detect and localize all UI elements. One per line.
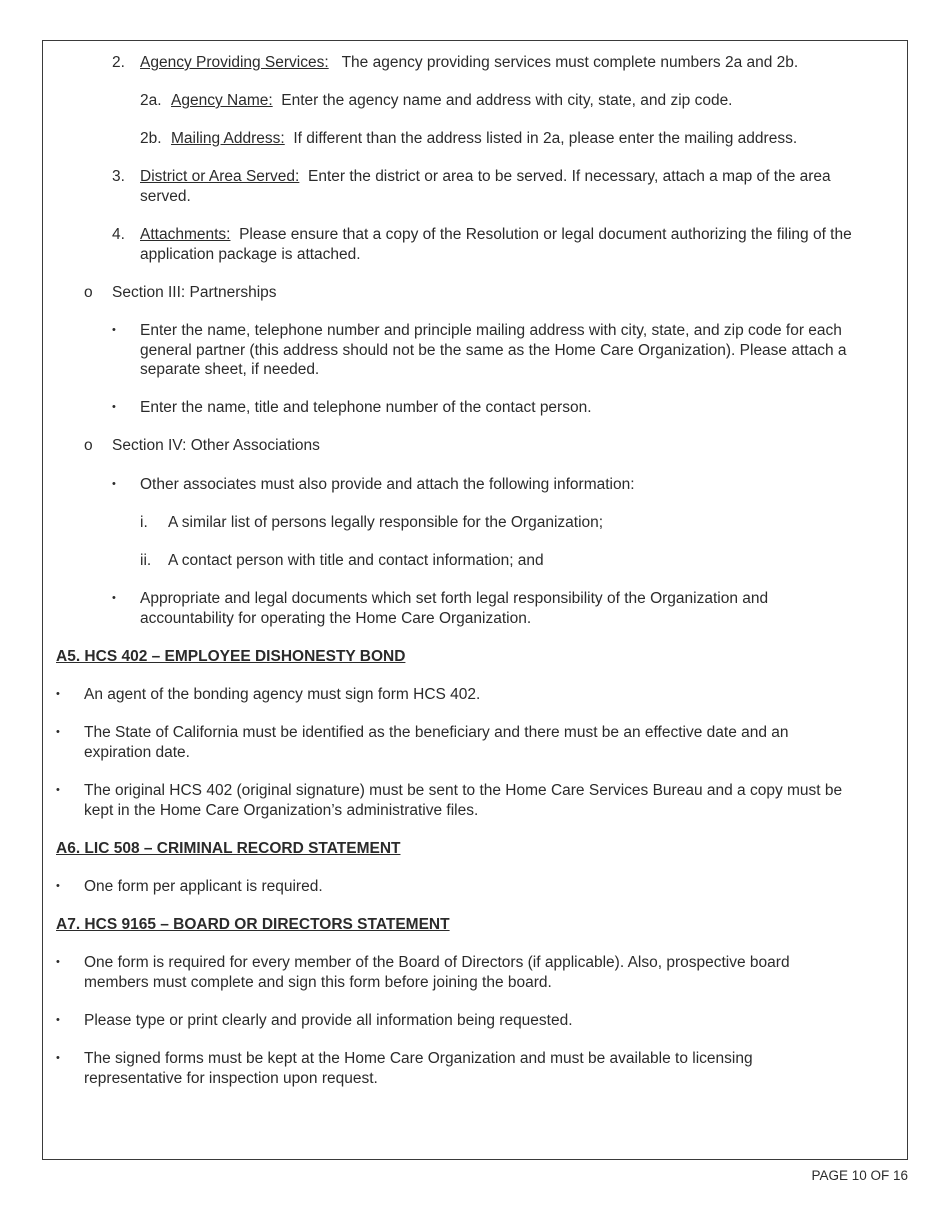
section-4-bullet-2-glyph: •	[112, 592, 116, 604]
a5-bullet-2-line2: expiration date.	[84, 743, 190, 761]
section-3-marker: o	[84, 284, 93, 301]
section-3-bullet-1-line3: separate sheet, if needed.	[140, 361, 320, 378]
a7-bullet-2: Please type or print clearly and provide all information being requested.	[84, 1012, 573, 1029]
a5-bullet-3-line1: The original HCS 402 (original signature) must be sent to the Home Care Services Bureau and a copy must be	[84, 782, 843, 799]
item-3-text-line1: Enter the district or area to be served. If necessary, attach a map of the area	[307, 168, 831, 185]
a7-bullet-3-line2: representative for inspection upon request.	[84, 1069, 378, 1087]
section-3-bullet-1-line1: Enter the name, telephone number and principle mailing address with city, state, and zip code for each	[140, 322, 842, 339]
section-4-bullet-2-line2: accountability for operating the Home Care Organization.	[140, 609, 532, 627]
a7-bullet-1-line2: members must complete and sign this form before joining the board.	[84, 973, 552, 991]
item-2-label: Agency Providing Services:	[140, 54, 329, 71]
item-4-label: Attachments:	[140, 226, 231, 243]
section-3-bullet-2-glyph: •	[112, 401, 116, 413]
item-3-label: District or Area Served:	[140, 168, 300, 185]
a5-bullet-2-line1: The State of California must be identified as the beneficiary and there must be an effective date and an	[84, 724, 789, 741]
a5-bullet-3	[84, 781, 842, 820]
sub-item-ii-text: A contact person with title and contact information; and	[168, 552, 544, 569]
page-number: PAGE 10 OF 16	[811, 1168, 908, 1183]
section-3-bullet-1-glyph: •	[112, 324, 116, 336]
item-4-text-line2: application package is attached.	[140, 245, 361, 263]
a5-bullet-1-glyph: •	[56, 688, 60, 700]
section-4-bullet-2	[140, 589, 768, 628]
item-2a-number: 2a.	[140, 92, 162, 109]
item-4-text-line1: Please ensure that a copy of the Resolution or legal document authorizing the filing of the	[239, 226, 852, 243]
a5-heading: A5. HCS 402 – EMPLOYEE DISHONESTY BOND	[56, 648, 406, 665]
section-4-marker: o	[84, 437, 93, 454]
a7-bullet-1-line1: One form is required for every member of the Board of Directors (if applicable). Also, prospective board	[84, 954, 790, 971]
a5-bullet-3-glyph: •	[56, 784, 60, 796]
item-3	[140, 167, 831, 206]
a5-bullet-3-line2: kept in the Home Care Organization’s administrative files.	[84, 801, 479, 819]
a6-bullet-1: One form per applicant is required.	[84, 878, 323, 895]
sub-item-i-text: A similar list of persons legally responsible for the Organization;	[168, 514, 604, 531]
item-3-number: 3.	[112, 168, 125, 185]
item-2	[140, 53, 798, 73]
a5-bullet-2-glyph: •	[56, 726, 60, 738]
item-2b-text: If different than the address listed in 2a, please enter the mailing address.	[293, 130, 798, 147]
section-3-bullet-2: Enter the name, title and telephone number of the contact person.	[140, 399, 592, 416]
section-3-bullet-1	[140, 321, 847, 380]
item-2a-text: Enter the agency name and address with city, state, and zip code.	[281, 92, 733, 109]
a6-heading: A6. LIC 508 – CRIMINAL RECORD STATEMENT	[56, 840, 401, 857]
item-2a	[171, 91, 733, 111]
item-2-number: 2.	[112, 54, 125, 71]
sub-item-ii-number: ii.	[140, 552, 152, 569]
a7-bullet-1-glyph: •	[56, 956, 60, 968]
a7-bullet-3-line1: The signed forms must be kept at the Home Care Organization and must be available to licensing	[84, 1050, 753, 1067]
sub-item-i-number: i.	[140, 514, 148, 531]
a6-bullet-1-glyph: •	[56, 880, 60, 892]
section-4-bullet-2-line1: Appropriate and legal documents which set forth legal responsibility of the Organization and	[140, 590, 769, 607]
a7-bullet-1	[84, 953, 790, 992]
section-4-title: Section IV: Other Associations	[112, 437, 320, 454]
section-4-bullet-1: Other associates must also provide and attach the following information:	[140, 476, 635, 493]
item-2a-label: Agency Name:	[171, 92, 273, 109]
item-2b	[171, 129, 797, 149]
item-2b-label: Mailing Address:	[171, 130, 285, 147]
a7-bullet-3	[84, 1049, 753, 1088]
a7-bullet-3-glyph: •	[56, 1052, 60, 1064]
item-2b-number: 2b.	[140, 130, 162, 147]
section-3-title: Section III: Partnerships	[112, 284, 277, 301]
a7-bullet-2-glyph: •	[56, 1014, 60, 1026]
item-4-number: 4.	[112, 226, 125, 243]
item-2-text: The agency providing services must complete numbers 2a and 2b.	[341, 54, 799, 71]
item-3-text-line2: served.	[140, 187, 191, 205]
a5-bullet-2	[84, 723, 789, 762]
a5-bullet-1: An agent of the bonding agency must sign form HCS 402.	[84, 686, 481, 703]
section-4-bullet-1-glyph: •	[112, 478, 116, 490]
a7-heading: A7. HCS 9165 – BOARD OR DIRECTORS STATEMENT	[56, 916, 450, 933]
item-4	[140, 225, 852, 264]
section-3-bullet-1-line2: general partner (this address should not be the same as the Home Care Organization). Please attach a	[140, 341, 847, 359]
